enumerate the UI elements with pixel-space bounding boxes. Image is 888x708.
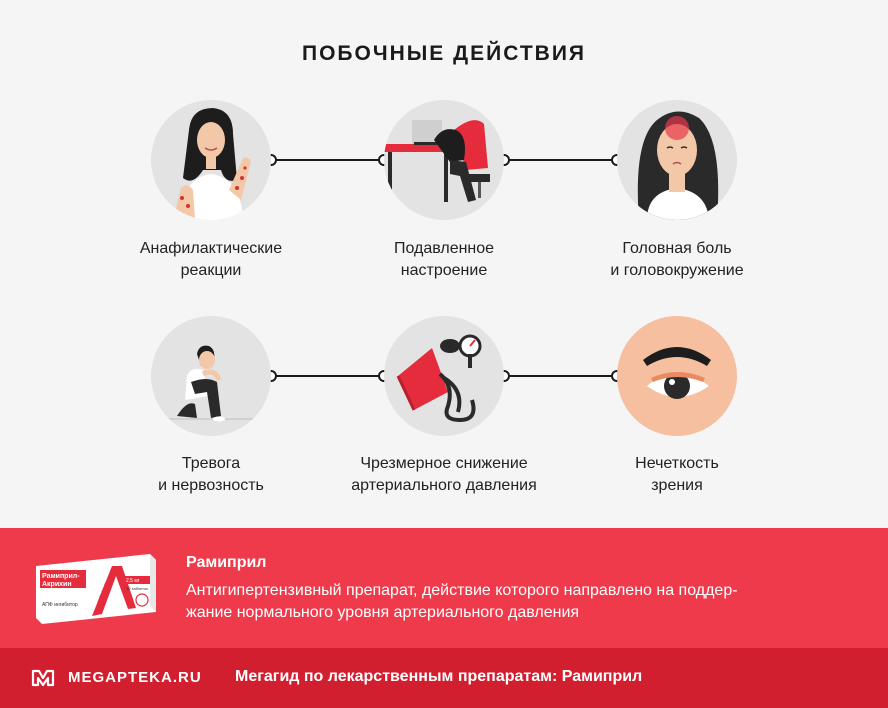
effect-caption xyxy=(91,453,331,497)
effect-caption xyxy=(557,453,797,497)
drug-description-line1: Антигипертензивный препарат, действие которого направлено на поддер- xyxy=(186,582,738,599)
effect-caption xyxy=(91,238,331,282)
effect-caption-line1: Тревога xyxy=(181,455,241,472)
brand-name[interactable]: MEGAPTEKA.RU xyxy=(68,669,202,686)
connector-line xyxy=(503,159,621,161)
effect-caption-line2: и головокружение xyxy=(610,262,744,279)
package-dose: 2,5 мг xyxy=(126,578,140,584)
connector-line xyxy=(271,159,389,161)
depressed-mood-icon xyxy=(384,100,504,220)
package-brand: АКРИХИН xyxy=(96,580,111,605)
brand-logo-icon[interactable] xyxy=(30,666,56,688)
headache-icon xyxy=(617,100,737,220)
effect-caption xyxy=(324,453,564,497)
connector-line xyxy=(271,375,389,377)
effect-caption-line1: Чрезмерное снижение xyxy=(360,455,528,472)
effect-caption xyxy=(557,238,797,282)
drug-description-line2: жание нормального уровня артериального давления xyxy=(186,604,580,621)
drug-description xyxy=(186,580,866,624)
page-title: ПОБОЧНЫЕ ДЕЙСТВИЯ xyxy=(301,42,587,65)
drug-package-image xyxy=(30,548,160,628)
blurred-vision-icon xyxy=(617,316,737,436)
effect-caption-line2: зрения xyxy=(651,477,703,494)
effect-caption-line1: Нечеткость xyxy=(635,455,719,472)
package-count: 30 таблеток xyxy=(126,586,148,591)
effect-caption xyxy=(324,238,564,282)
package-name-line2: Акрихин xyxy=(42,581,72,588)
allergic-reaction-icon xyxy=(151,100,271,220)
effect-caption-line2: реакции xyxy=(180,262,242,279)
effect-caption-line2: настроение xyxy=(400,262,488,279)
effect-caption-line2: артериального давления xyxy=(351,477,537,494)
package-name-line1: Рамиприл- xyxy=(42,573,80,580)
drug-name: Рамиприл xyxy=(186,554,267,571)
effect-caption-line1: Головная боль xyxy=(622,240,732,257)
effect-caption-line2: и нервозность xyxy=(158,477,264,494)
connector-line xyxy=(503,375,621,377)
effect-caption-line1: Анафилактические xyxy=(139,240,283,257)
anxiety-icon xyxy=(151,316,271,436)
package-class: АПФ ингибитор xyxy=(42,602,78,608)
effect-caption-line1: Подавленное xyxy=(393,240,495,257)
blood-pressure-monitor-icon xyxy=(384,316,504,436)
footer-text: Мегагид по лекарственным препаратам: Рамиприл xyxy=(235,668,643,685)
